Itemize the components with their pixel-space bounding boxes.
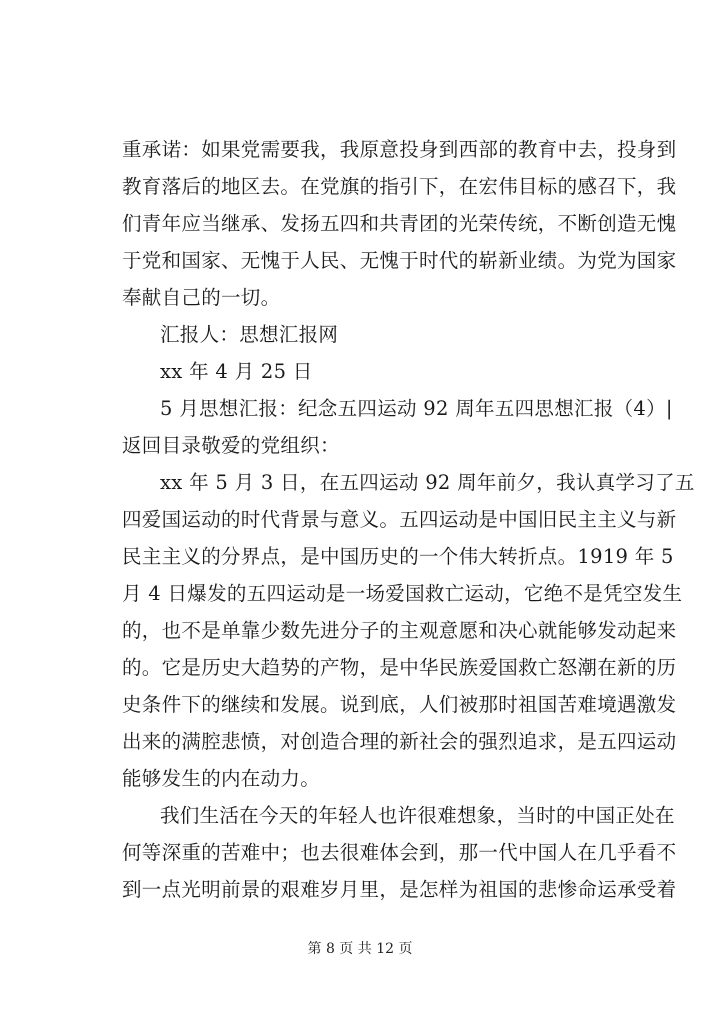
text-line: 教育落后的地区去。在党旗的指引下，在宏伟目标的感召下，我 [122,175,677,198]
text-line: 奉献自己的一切。 [122,286,281,309]
text-line: xx 年 5 月 3 日，在五四运动 92 周年前夕，我认真学习了五 [160,471,695,494]
date-line: xx 年 4 月 25 日 [160,360,313,383]
section-title-line: 5 月思想汇报：纪念五四运动 92 周年五四思想汇报（4）| [160,397,673,420]
text-line: 史条件下的继续和发展。说到底，人们被那时祖国苦难境遇激发 [122,693,677,716]
reporter-line: 汇报人：思想汇报网 [160,323,339,346]
text-line: 我们生活在今天的年轻人也许很难想象，当时的中国正处在 [160,804,675,827]
text-line: 们青年应当继承、发扬五四和共青团的光荣传统，不断创造无愧 [122,212,677,235]
page-number-footer: 第 8 页 共 12 页 [307,941,413,957]
text-line: 月 4 日爆发的五四运动是一场爱国救亡运动，它绝不是凭空发生 [122,582,683,605]
text-line: 民主主义的分界点，是中国历史的一个伟大转折点。1919 年 5 [122,545,674,568]
text-line: 的，也不是单靠少数先进分子的主观意愿和决心就能够发动起来 [122,619,677,642]
text-line: 能够发生的内在动力。 [122,767,321,790]
text-line: 的。它是历史大趋势的产物，是中华民族爱国救亡怒潮在新的历 [122,656,677,679]
salutation-line: 返回目录敬爱的党组织： [122,434,340,457]
text-line: 于党和国家、无愧于人民、无愧于时代的崭新业绩。为党为国家 [122,249,677,272]
text-line: 何等深重的苦难中；也去很难体会到，那一代中国人在几乎看不 [122,841,677,864]
text-line: 重承诺：如果党需要我，我原意投身到西部的教育中去，投身到 [122,138,677,161]
text-line: 四爱国运动的时代背景与意义。五四运动是中国旧民主主义与新 [122,508,677,531]
text-line: 到一点光明前景的艰难岁月里，是怎样为祖国的悲惨命运承受着 [122,878,677,901]
text-line: 出来的满腔悲愤，对创造合理的新社会的强烈追求，是五四运动 [122,730,677,753]
